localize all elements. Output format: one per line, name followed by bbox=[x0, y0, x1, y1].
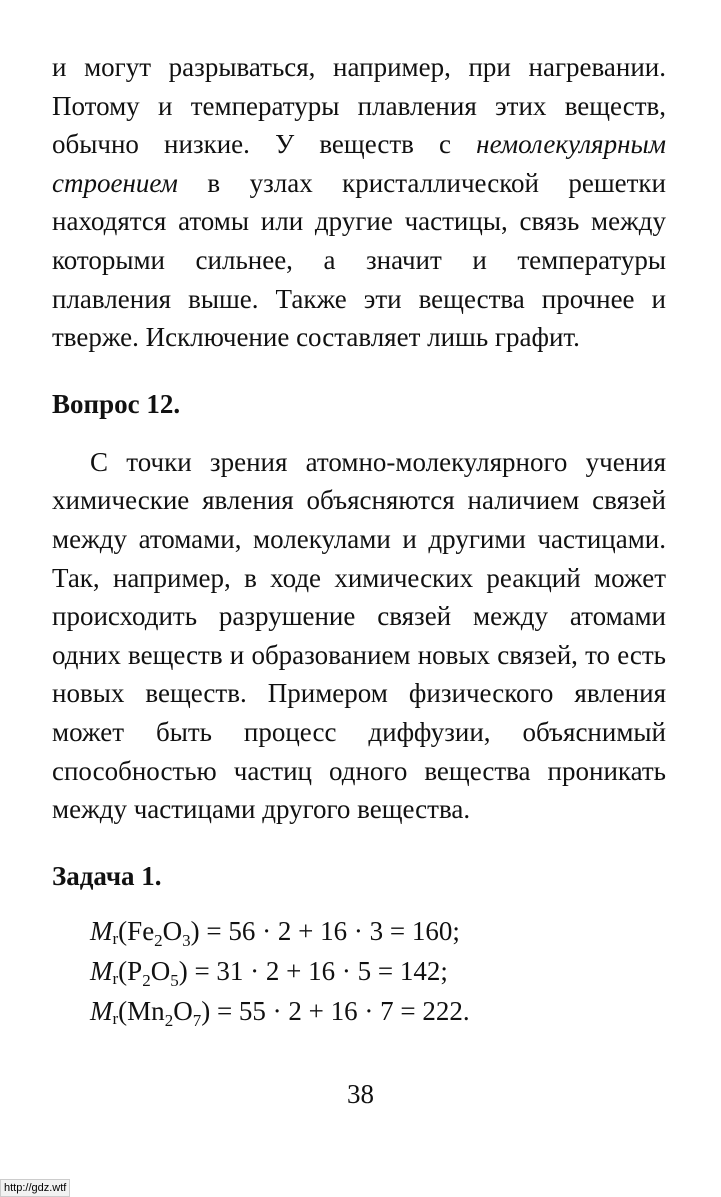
formula-element: Fe bbox=[127, 915, 155, 946]
formula-line bbox=[90, 951, 666, 991]
formula-line bbox=[90, 911, 666, 951]
watermark-link[interactable]: http://gdz.wtf bbox=[0, 1179, 70, 1197]
formula-element: O bbox=[173, 995, 193, 1026]
formula-index: 3 bbox=[182, 930, 191, 950]
formula-index: 2 bbox=[164, 1010, 174, 1030]
formula-calculation: = 55 · 2 + 16 · 7 = 222. bbox=[210, 995, 470, 1026]
formula-element: O bbox=[150, 955, 171, 986]
page-number: 38 bbox=[347, 1079, 374, 1109]
formula-calculation: = 31 · 2 + 16 · 5 = 142; bbox=[187, 955, 448, 986]
formula-element: Mn bbox=[127, 995, 165, 1026]
formula-index: 2 bbox=[142, 970, 151, 990]
question-12-heading: Вопрос 12. bbox=[52, 388, 181, 419]
italic-term: немолекулярным строением bbox=[52, 129, 666, 198]
formula-calculation: = 56 · 2 + 16 · 3 = 160; bbox=[199, 915, 460, 946]
formula-line bbox=[90, 991, 666, 1031]
formula-element: P bbox=[127, 955, 143, 986]
formula-close-paren: ) bbox=[201, 995, 211, 1026]
paragraph-intro-text-start: и могут разрываться, например, при нагревании. Потому и температуры плавления этих веществ, обычно низкие. У веществ с bbox=[52, 52, 666, 160]
task-1-formulas bbox=[90, 911, 666, 1031]
task-1-heading: Задача 1. bbox=[52, 860, 162, 891]
formula-mr: M bbox=[90, 915, 113, 946]
formula-open-paren: ( bbox=[118, 915, 128, 946]
paragraph-intro bbox=[52, 48, 666, 357]
formula-close-paren: ) bbox=[190, 915, 200, 946]
formula-mr-subscript: r bbox=[112, 1008, 119, 1028]
paragraph-intro-text-end: в узлах кристаллической решетки находятся атомы или другие частицы, связь между которыми сильнее, а значит и температуры плавления выше. Также эти вещества прочнее и тверже. Исключение составляет лишь графит. bbox=[52, 167, 666, 353]
formula-index: 7 bbox=[192, 1010, 202, 1030]
book-page bbox=[52, 48, 666, 1031]
formula-mr-subscript: r bbox=[112, 928, 119, 948]
formula-index: 5 bbox=[170, 970, 179, 990]
formula-mr: M bbox=[90, 995, 113, 1026]
formula-close-paren: ) bbox=[178, 955, 188, 986]
formula-element: O bbox=[162, 915, 183, 946]
question-12-answer: С точки зрения атомно-молекулярного учения химические явления объясняются наличием связей между атомами, молекулами и другими частицами. Так, например, в ходе химических реакций может происходить разрушение связей между атомами одних веществ и образованием новых связей, то есть новых веществ. Примером физического явления может быть процесс диффузии, объяснимый способностью частиц одного вещества проникать между частицами другого вещества. bbox=[52, 446, 666, 825]
formula-open-paren: ( bbox=[118, 995, 128, 1026]
formula-open-paren: ( bbox=[118, 955, 128, 986]
formula-mr: M bbox=[90, 955, 113, 986]
formula-mr-subscript: r bbox=[112, 968, 119, 988]
formula-index: 2 bbox=[154, 930, 163, 950]
